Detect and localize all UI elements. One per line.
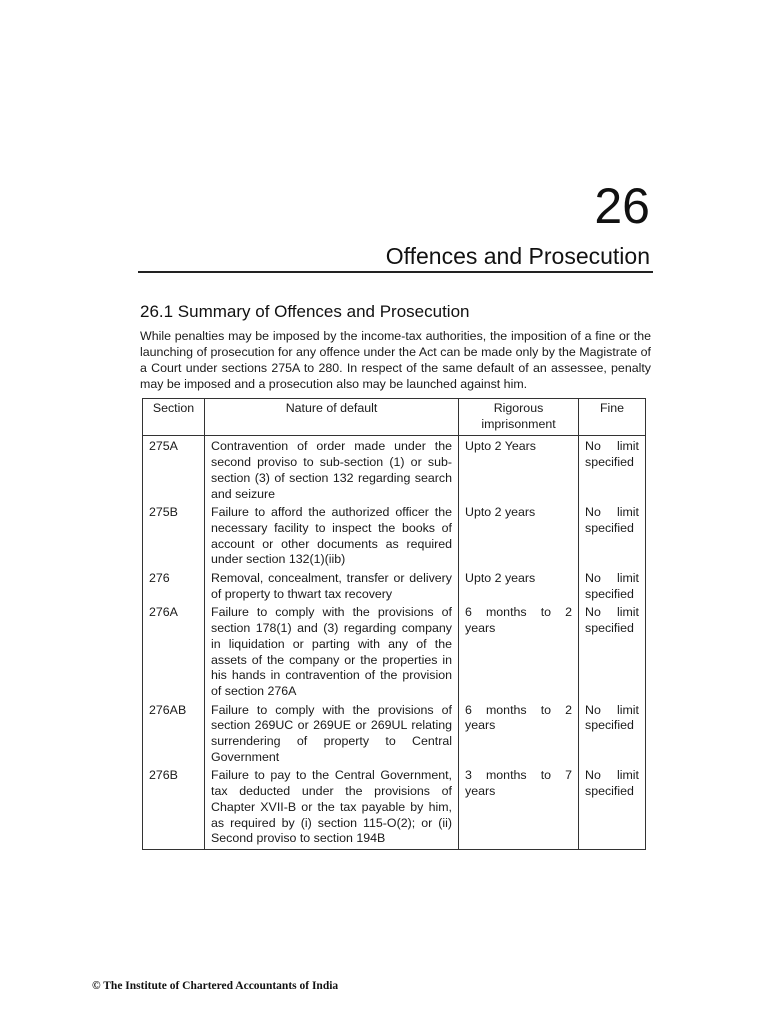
cell-section: 276A [143,604,205,701]
table-row [143,767,646,849]
table-row [143,570,646,604]
cell-fine: No limit specified [579,702,646,768]
copyright-footer: © The Institute of Chartered Accountants of India [92,980,339,992]
table-row [143,604,646,701]
cell-nature: Contravention of order made under the second proviso to sub-section (1) or sub-section (3) of section 132 regarding search and seizure [205,436,459,504]
title-divider [138,271,653,273]
section-heading: 26.1 Summary of Offences and Prosecution [140,302,470,321]
cell-imprisonment: 6 months to 2 years [459,604,579,701]
cell-nature: Failure to pay to the Central Government, tax deducted under the provisions of Chapter XVII-B or the tax payable by him, as required by (i) section 115-O(2); or (ii) Second proviso to section 194B [205,767,459,849]
chapter-title: Offences and Prosecution [385,243,650,269]
table-header-row [143,399,646,436]
chapter-number: 26 [594,178,650,234]
table-row [143,702,646,768]
cell-fine: No limit specified [579,570,646,604]
cell-imprisonment: 6 months to 2 years [459,702,579,768]
cell-imprisonment: Upto 2 years [459,570,579,604]
cell-fine: No limit specified [579,436,646,504]
header-fine: Fine [579,399,646,436]
offences-table [142,398,646,850]
cell-section: 276B [143,767,205,849]
cell-section: 276 [143,570,205,604]
cell-imprisonment: 3 months to 7 years [459,767,579,849]
cell-section: 275B [143,504,205,570]
cell-section: 276AB [143,702,205,768]
header-section: Section [143,399,205,436]
cell-imprisonment: Upto 2 years [459,504,579,570]
table-row [143,436,646,504]
cell-fine: No limit specified [579,767,646,849]
cell-section: 275A [143,436,205,504]
cell-fine: No limit specified [579,604,646,701]
cell-nature: Failure to comply with the provisions of section 178(1) and (3) regarding company in liquidation or parting with any of the assets of the company or the properties in his hands in contravention of the provision of section 276A [205,604,459,701]
cell-nature: Removal, concealment, transfer or delivery of property to thwart tax recovery [205,570,459,604]
cell-imprisonment: Upto 2 Years [459,436,579,504]
cell-fine: No limit specified [579,504,646,570]
header-imprisonment: Rigorous imprisonment [459,399,579,436]
cell-nature: Failure to comply with the provisions of section 269UC or 269UE or 269UL relating surrendering of property to Central Government [205,702,459,768]
table-row [143,504,646,570]
header-nature: Nature of default [205,399,459,436]
cell-nature: Failure to afford the authorized officer the necessary facility to inspect the books of account or other documents as required under section 132(1)(iib) [205,504,459,570]
intro-paragraph: While penalties may be imposed by the income-tax authorities, the imposition of a fine or the launching of prosecution for any offence under the Act can be made only by the Magistrate of a Court under sections 275A to 280. In respect of the same default of an assessee, penalty may be imposed and a prosecution also may be launched against him. [140,329,651,391]
